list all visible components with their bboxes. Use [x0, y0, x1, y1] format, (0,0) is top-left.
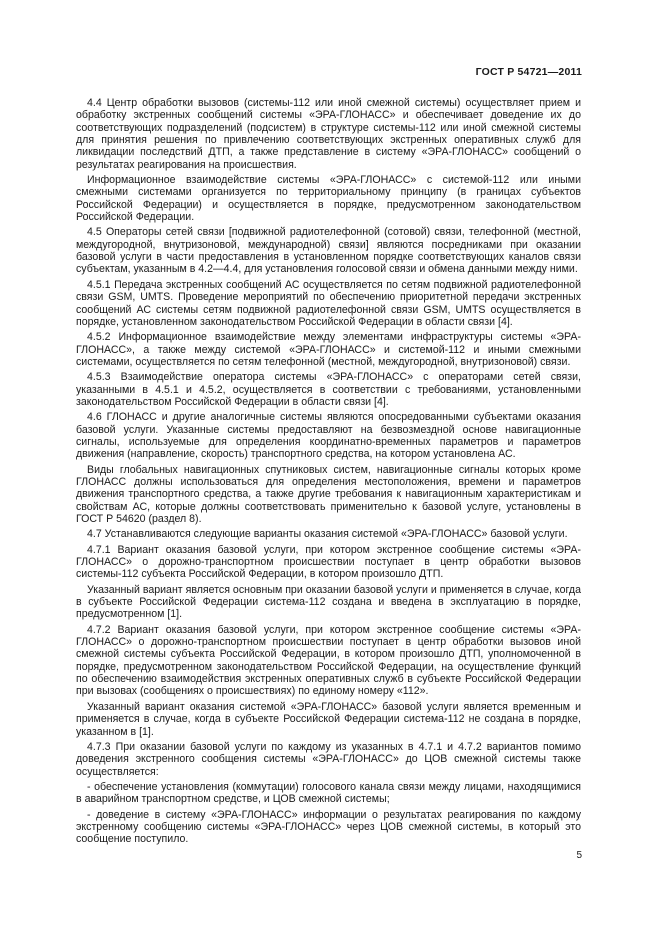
paragraph: 4.7.2 Вариант оказания базовой услуги, при котором экстренное сообщение системы «ЭРА-ГЛОНАСС» о дорожно-транспортном происшествии поступает в центр обработки вызовов иной смежной системы субъекта Российской Федерации, в котором произошло ДТП, уполномоченной в порядке, предусмотренном законодательством Российской Федерации, на осуществление функций по обеспечению взаимодействия экстренных оперативных служб в субъекте Российской Федерации при вызовах (сообщениях о происшествиях) по единому номеру «112».: [76, 623, 581, 698]
document-code: ГОСТ Р 54721—2011: [475, 66, 582, 78]
paragraph: - доведение в систему «ЭРА-ГЛОНАСС» информации о результатах реагирования по каждому экстренному сообщению системы «ЭРА-ГЛОНАСС» через ЦОВ смежной системы, в который это сообщение поступило.: [76, 808, 581, 846]
paragraph: 4.5 Операторы сетей связи [подвижной радиотелефонной (сотовой) связи, телефонной (местной, междугородной, внутризоновой, международной) связи] являются посредниками при оказании базовой услуги в части предоставления в установленном порядке соответствующих каналов связи субъектам, указанным в 4.2—4.4, для установления голосовой связи и обмена данными между ними.: [76, 226, 581, 276]
paragraph: Указанный вариант оказания системой «ЭРА-ГЛОНАСС» базовой услуги является временным и применяется в случае, когда в субъекте Российской Федерации система-112 не создана в порядке, указанном в [1].: [76, 700, 581, 738]
body-text: [76, 97, 581, 849]
paragraph: 4.6 ГЛОНАСС и другие аналогичные системы являются опосредованными субъектами оказания базовой услуги. Указанные системы предоставляют на безвозмездной основе навигационные сигналы, используемые для определения координатно-временных параметров и параметров движения (направление, скорость) транспортного средства, на котором установлена АС.: [76, 411, 581, 461]
paragraph: 4.7 Устанавливаются следующие варианты оказания системой «ЭРА-ГЛОНАСС» базовой услуги.: [87, 528, 568, 541]
page-number: 5: [576, 850, 582, 861]
paragraph: Виды глобальных навигационных спутниковых систем, навигационные сигналы которых кроме ГЛОНАСС должны использоваться для определения местоположения, времени и параметров движения транспортного средства, а также другие требования к навигационным характеристикам и свойствам АС, которые должны соответствовать применительно к базовой услуге, установлены в ГОСТ Р 54620 (раздел 8).: [76, 463, 581, 525]
paragraph: 4.7.1 Вариант оказания базовой услуги, при котором экстренное сообщение системы «ЭРА-ГЛОНАСС» о дорожно-транспортном происшествии поступает в центр обработки вызовов системы-112 субъекта Российской Федерации, в котором произошло ДТП.: [76, 543, 581, 581]
paragraph: 4.5.3 Взаимодействие оператора системы «ЭРА-ГЛОНАСС» с операторами сетей связи, указанными в 4.5.1 и 4.5.2, осуществляется в соответствии с требованиями, установленными законодательством Российской Федерации в области связи [4].: [76, 371, 581, 408]
paragraph: 4.5.2 Информационное взаимодействие между элементами инфраструктуры системы «ЭРА-ГЛОНАСС», а также между системой «ЭРА-ГЛОНАСС» и системой-112 и иными смежными системами, осуществляется по сетям телефонной (местной, междугородной, внутризоновой) связи.: [76, 331, 581, 368]
paragraph: - обеспечение установления (коммутации) голосового канала связи между лицами, находящимися в аварийном транспортном средстве, и ЦОВ смежной системы;: [76, 780, 581, 806]
paragraph: 4.7.3 При оказании базовой услуги по каждому из указанных в 4.7.1 и 4.7.2 вариантов помимо доведения экстренного сообщения системы «ЭРА-ГЛОНАСС» до ЦОВ смежной системы также осуществляется:: [76, 740, 581, 778]
paragraph: 4.4 Центр обработки вызовов (системы-112 или иной смежной системы) осуществляет прием и обработку экстренных сообщений системы «ЭРА-ГЛОНАСС» и обеспечивает доведение их до соответствующих подразделений (подсистем) в структуре системы-112 или иной смежной системы для принятия решения по привлечению соответствующих экстренных оперативных служб для ликвидации последствий ДТП, а также представление в систему «ЭРА-ГЛОНАСС» сообщений о результатах реагирования на происшествия.: [76, 97, 581, 171]
paragraph: 4.5.1 Передача экстренных сообщений АС осуществляется по сетям подвижной радиотелефонной связи GSM, UMTS. Проведение мероприятий по обеспечению приоритетной передачи экстренных сообщений АС системы сетям подвижной радиотелефонной связи GSM, UMTS осуществляется в порядке, установленном законодательством Российской Федерации в области связи [4].: [76, 278, 581, 328]
paragraph: Информационное взаимодействие системы «ЭРА-ГЛОНАСС» с системой-112 или иными смежными системами организуется по территориальному принципу (в границах субъектов Российской Федерации) и осуществляется в порядке, предусмотренном законодательством Российской Федерации.: [76, 174, 581, 224]
paragraph: Указанный вариант является основным при оказании базовой услуги и применяется в случае, когда в субъекте Российской Федерации система-112 создана и введена в эксплуатацию в порядке, предусмотренном [1].: [76, 583, 581, 621]
